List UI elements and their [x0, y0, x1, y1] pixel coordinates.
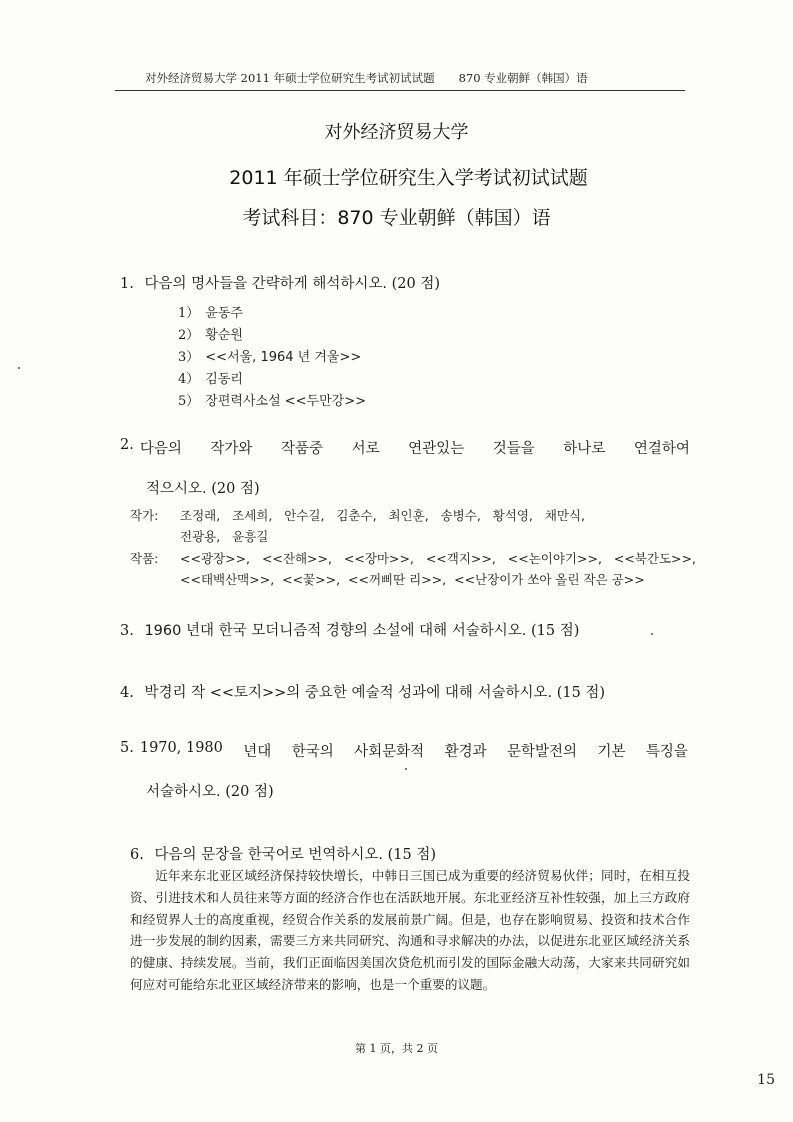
question-number: 3. — [120, 623, 134, 639]
question-2-line-1: 2. 다음의 작가와 작품중 서로 연관있는 것들을 하나로 연결하여 — [120, 437, 690, 457]
exam-title: 2011 年硕士学位研究生入学考试初试试题 — [229, 167, 588, 189]
authors-list — [130, 506, 585, 524]
scan-speck — [651, 633, 653, 635]
authors-label: 작가: — [130, 508, 159, 523]
running-header-subject: 870 专业朝鲜（韩国）语 — [458, 71, 588, 85]
question-5-line-1: 5. 1970, 1980 년대 한국의 사회문화적 환경과 문학발전의 기본 특징을 — [120, 740, 688, 760]
q1-item: 3） <<서울, 1964 년 겨울>> — [178, 350, 362, 365]
subject-title: 考试科目：870 专业朝鲜（韩国）语 — [242, 207, 551, 229]
header-rule — [115, 90, 685, 91]
corner-page-number: 15 — [757, 1072, 775, 1088]
running-header-title: 对外经济贸易大学 2011 年硕士学位研究生考试初试试题 — [145, 71, 435, 85]
q1-item: 1） 윤동주 — [178, 306, 243, 321]
authors-line-1: 조정래, 조세희, 안수길, 김춘수, 최인훈, 송병수, 황석영, 채만식, — [180, 508, 586, 523]
running-header — [145, 70, 705, 86]
scan-speck — [18, 367, 20, 369]
translation-passage: 近年来东北亚区域经济保持较快增长，中韩日三国已成为重要的经济贸易伙伴；同时，在相互投资、引进技术和人员往来等方面的经济合作也在活跃地开展。东北亚经济互补性较强，加上三方政府和经贸界人士的高度重视，经贸合作关系的发展前景广阔。但是，也存在影响贸易、投资和技术合作进一步发展的制约因素，需要三方来共同研究、沟通和寻求解决的办法，以促进东北亚区域经济关系的健康、持续发展。当前，我们正面临因美国次贷危机而引发的国际金融大动荡，大家来共同研究如何应对可能给东北亚区域经济带来的影响，也是一个重要的议题。 — [130, 868, 690, 992]
question-points: (20 점) — [211, 481, 260, 497]
question-text: 다음의 명사들을 간략하게 해석하시오. — [144, 276, 388, 292]
question-points: (15 점) — [531, 623, 580, 639]
question-1 — [120, 272, 440, 293]
question-points: (15 점) — [387, 847, 436, 863]
question-number: 1. — [120, 276, 134, 292]
authors-line-2: 전광용, 윤흥길 — [180, 529, 269, 544]
works-list — [130, 549, 696, 567]
question-points: (20 점) — [391, 276, 441, 292]
question-number: 2. — [120, 437, 134, 453]
question-2-line-2: 적으시오. (20 점) — [146, 481, 260, 497]
question-number: 6. — [130, 847, 144, 863]
question-text: 다음의 문장을 한국어로 번역하시오. — [154, 847, 383, 863]
question-number: 4. — [120, 685, 134, 701]
q1-item: 2） 황순원 — [178, 328, 243, 343]
question-text: 1960 년대 한국 모더니즘적 경향의 소설에 대해 서술하시오. — [144, 623, 527, 639]
question-4 — [120, 681, 605, 702]
question-points: (20 점) — [225, 784, 274, 800]
scan-speck — [405, 768, 407, 770]
question-number: 5. — [120, 740, 134, 756]
question-5-line-2: 서술하시오. (20 점) — [146, 784, 274, 800]
q1-item: 4） 김동리 — [178, 372, 243, 387]
works-list-cont — [180, 570, 645, 588]
page-indicator: 第 1 页，共 2 页 — [355, 1042, 438, 1055]
works-label: 작품: — [130, 551, 159, 566]
works-line-2: <<태백산맥>>, <<꽃>>, <<꺼삐딴 리>>, <<난장이가 쏘아 올린 작은 공>> — [180, 572, 645, 587]
q1-item: 5） 장편력사소설 <<두만강>> — [178, 394, 367, 409]
question-3 — [120, 619, 579, 640]
works-line-1: <<광장>>, <<잔해>>, <<장마>>, <<객지>>, <<논이야기>>, <<북간도>>, — [180, 551, 696, 566]
university-title: 对外经济贸易大学 — [324, 122, 469, 143]
question-points: (15 점) — [556, 685, 606, 701]
authors-list-cont — [180, 527, 268, 545]
question-text: 박경리 작 <<토지>>의 중요한 예술적 성과에 대해 서술하시오. — [144, 685, 553, 701]
question-6 — [130, 843, 436, 864]
